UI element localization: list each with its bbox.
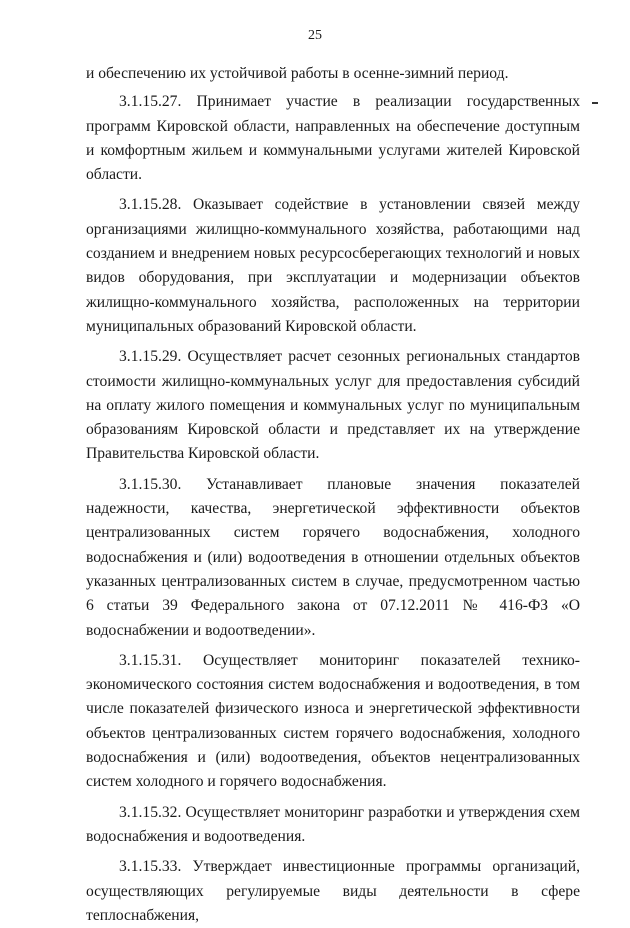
paragraph-3-1-15-33: 3.1.15.33. Утверждает инвестиционные программы организаций, осуществляющих регулируемые виды деятельности в сфере теплоснабжения, <box>86 858 580 924</box>
paragraph-continuation: и обеспечению их устойчивой работы в осенне-зимний период. <box>86 65 509 82</box>
page-number: 25 <box>308 28 322 43</box>
paragraph-3-1-15-31: 3.1.15.31. Осуществляет мониторинг показателей технико-экономического состояния систем водоснабжения и водоотведения, в том числе показателей физического износа и энергетической эффективности объектов централизованных систем горячего водоснабжения, холодного водоснабжения и (или) водоотведения, объектов нецентрализованных систем холодного и горячего водоснабжения. <box>86 651 580 791</box>
paragraph-3-1-15-30: 3.1.15.30. Устанавливает плановые значения показателей надежности, качества, энергетической эффективности объектов централизованных систем горячего водоснабжения, холодного водоснабжения и (или) водоотведения в отношении отдельных объектов указанных централизованных систем в случае, предусмотренном частью 6 статьи 39 Федерального закона от 07.12.2011 № 416-ФЗ «О водоснабжении и водоотведении». <box>86 475 580 639</box>
paragraph-3-1-15-29: 3.1.15.29. Осуществляет расчет сезонных региональных стандартов стоимости жилищно-коммунальных услуг для предоставления субсидий на оплату жилого помещения и коммунальных услуг по муниципальным образованиям Кировской области и представляет их на утверждение Правительства Кировской области. <box>86 348 580 463</box>
paragraph-3-1-15-28: 3.1.15.28. Оказывает содействие в установлении связей между организациями жилищно-коммунального хозяйства, работающими над созданием и внедрением новых ресурсосберегающих технологий и новых видов оборудования, при эксплуатации и модернизации объектов жилищно-коммунального хозяйства, расположенных на территории муниципальных образований Кировской области. <box>86 196 580 335</box>
paragraph-3-1-15-32: 3.1.15.32. Осуществляет мониторинг разработки и утверждения схем водоснабжения и водоотведения. <box>86 803 580 845</box>
document-body <box>86 62 580 928</box>
margin-mark <box>592 102 598 104</box>
paragraph-3-1-15-27: 3.1.15.27. Принимает участие в реализации государственных программ Кировской области, направленных на обеспечение доступным и комфортным жильем и коммунальными услугами жителей Кировской области. <box>86 93 580 184</box>
